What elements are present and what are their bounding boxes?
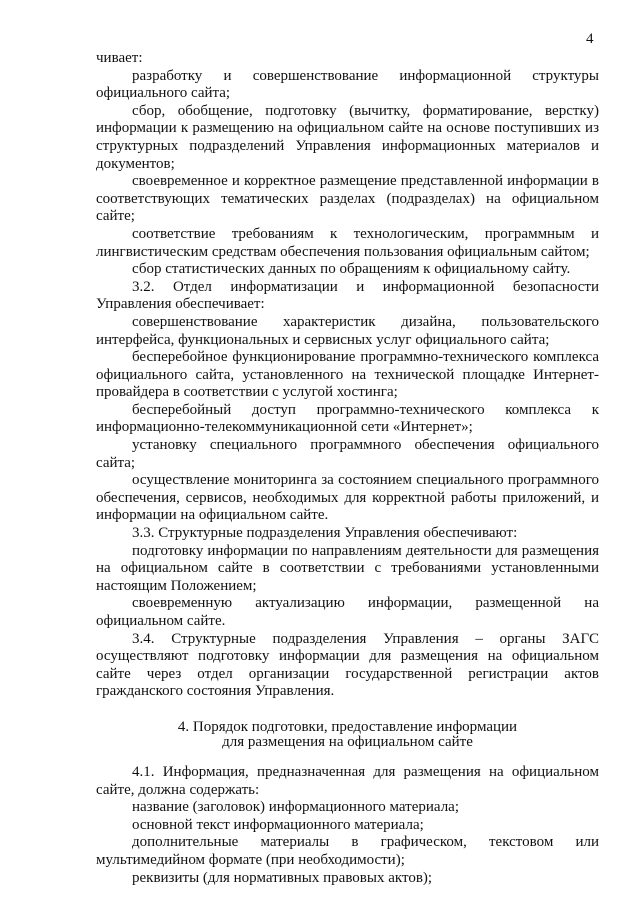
paragraph: 4.1. Информация, предназначенная для размещения на официальном сайте, должна содержать: <box>96 763 599 798</box>
paragraph: сбор статистических данных по обращениям к официальному сайту. <box>132 261 571 278</box>
paragraph: установку специального программного обеспечения официального сайта; <box>96 437 599 471</box>
paragraph: сбор, обобщение, подготовку (вычитку, форматирование, верстку) информации к размещению на официальном сайте на основе поступивших из структурных подразделений Управления информационных материалов и документов; <box>96 102 599 172</box>
paragraph: соответствие требованиям к технологическим, программным и лингвистическим средствам обеспечения пользования официальным сайтом; <box>96 225 599 260</box>
paragraph: дополнительные материалы в графическом, текстовом или мультимедийном формате (при необходимости); <box>96 834 599 868</box>
paragraph: своевременное и корректное размещение представленной информации в соответствующих тематических разделах (подразделах) на официальном сайте; <box>96 173 599 225</box>
section-heading-line: для размещения на официальном сайте <box>222 734 473 751</box>
paragraph: бесперебойный доступ программно-технического комплекса к информационно-телекоммуникационной сети «Интернет»; <box>96 401 599 436</box>
paragraph: чивает: <box>96 50 143 66</box>
paragraph: основной текст информационного материала; <box>132 816 424 833</box>
document-body <box>96 50 599 887</box>
section-heading <box>96 720 599 751</box>
paragraph: 3.3. Структурные подразделения Управления обеспечивают: <box>132 525 518 542</box>
paragraph: бесперебойное функционирование программно-технического комплекса официального сайта, установленного на технической площадке Интернет-провайдера в соответствии с услугой хостинга; <box>96 349 599 401</box>
paragraph: реквизиты (для нормативных правовых актов); <box>132 869 433 886</box>
paragraph: осуществление мониторинга за состоянием специального программного обеспечения, сервисов, необходимых для корректной работы приложений, и информации на официальном сайте. <box>96 472 599 524</box>
paragraph: совершенствование характеристик дизайна, пользовательского интерфейса, функциональных и сервисных услуг официального сайта; <box>96 313 599 348</box>
paragraph: название (заголовок) информационного материала; <box>132 799 460 816</box>
paragraph: подготовку информации по направлениям деятельности для размещения на официальном сайте в соответствии с требованиями установленными настоящим Положением; <box>96 542 599 594</box>
paragraph: 3.2. Отдел информатизации и информационной безопасности Управления обеспечивает: <box>96 278 599 313</box>
page-number: 4 <box>586 31 594 47</box>
section-heading-line: 4. Порядок подготовки, предоставление информации <box>177 718 518 735</box>
paragraph: разработку и совершенствование информационной структуры официального сайта; <box>96 67 599 102</box>
paragraph: своевременную актуализацию информации, размещенной на официальном сайте. <box>96 595 599 629</box>
paragraph: 3.4. Структурные подразделения Управления – органы ЗАГС осуществляют подготовку информации для размещения на официальном сайте через отдел организации государственной регистрации актов гражданского состояния Управления. <box>96 630 599 700</box>
